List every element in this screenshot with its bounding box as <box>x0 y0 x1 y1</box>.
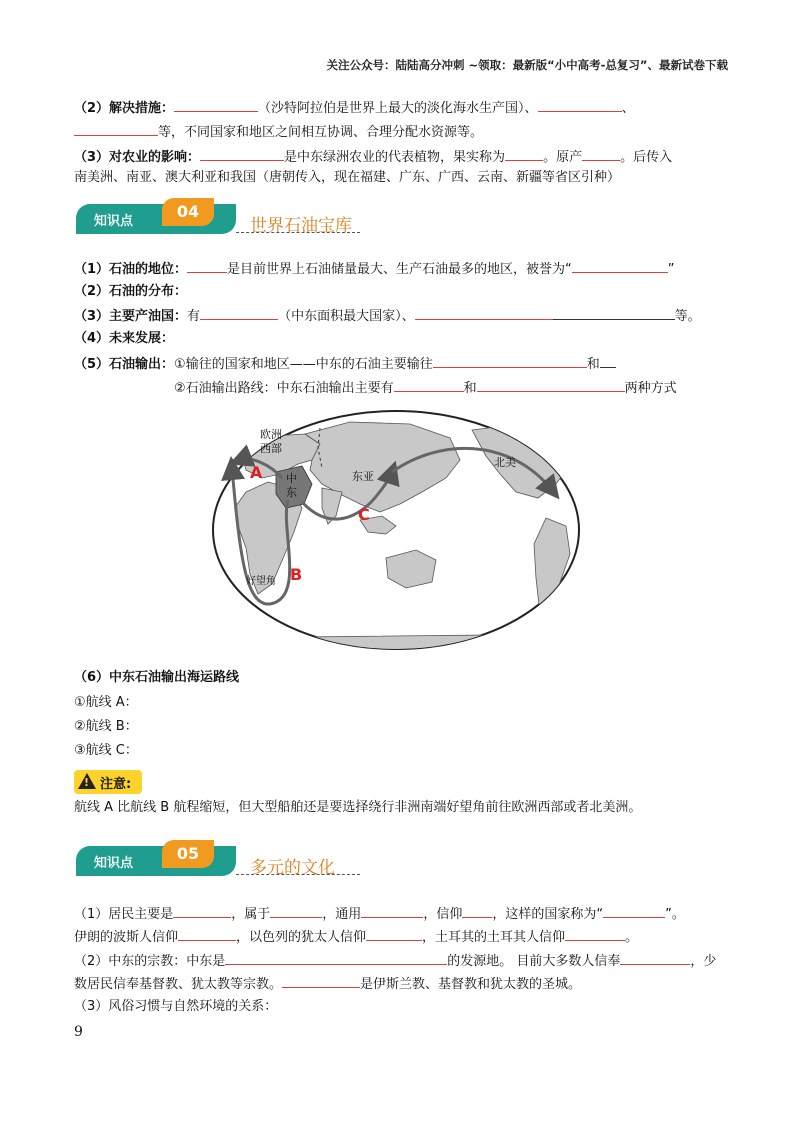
text: （1）居民主要是 <box>74 907 174 922</box>
text: ”。 <box>665 907 685 922</box>
section-title: 多元的文化 <box>250 858 335 878</box>
culture-line-5: （3）风俗习惯与自然环境的关系： <box>74 999 278 1014</box>
blank[interactable] <box>553 305 675 320</box>
kp-number: 05 <box>162 840 214 868</box>
route-c-line: ③航线 C： <box>74 743 138 758</box>
culture-line-1 <box>74 903 685 925</box>
oil-producers-line <box>74 305 701 327</box>
text: ，属于 <box>231 907 271 922</box>
route-b-line: ②航线 B： <box>74 719 138 734</box>
text: 是伊斯兰教、基督教和犹太教的圣城。 <box>360 977 582 992</box>
text: 、 <box>621 101 635 116</box>
blank[interactable] <box>538 97 622 112</box>
blank[interactable] <box>620 950 690 965</box>
oil-export-label: （5）石油输出： <box>74 357 175 372</box>
text: ①输往的国家和地区——中东的石油主要输往 <box>174 357 433 372</box>
blank[interactable] <box>366 926 422 941</box>
text: ，这样的国家称为“ <box>492 907 604 922</box>
section-title: 世界石油宝库 <box>250 216 352 236</box>
blank[interactable] <box>415 305 553 320</box>
kp-number: 04 <box>162 198 214 226</box>
text: 。后传入 <box>620 150 673 165</box>
note-text: 航线 A 比航线 B 航程缩短，但大型船舶还是要选择绕行非洲南端好望角前往欧洲西部或者北美洲。 <box>74 800 642 815</box>
agriculture-label: （3）对农业的影响： <box>74 150 201 165</box>
page-header: 关注公众号：陆陆高分冲刺 ~领取：最新版“小中高考-总复习”、最新试卷下载 <box>326 58 728 72</box>
blank[interactable] <box>361 903 423 918</box>
land-south-america <box>534 518 570 622</box>
knowledge-point-badge <box>76 204 236 234</box>
text: 有 <box>187 309 201 324</box>
measures-label: （2）解决措施： <box>74 101 175 116</box>
label-route-c: C <box>358 505 370 524</box>
measures-line-2 <box>74 121 483 143</box>
label-europe-2: 西部 <box>260 442 282 455</box>
blank[interactable] <box>270 903 322 918</box>
agriculture-line <box>74 146 672 168</box>
text: 和 <box>586 357 600 372</box>
oil-export-line <box>74 353 616 375</box>
label-cape: 好望角 <box>246 576 276 587</box>
routes-title: （6）中东石油输出海运路线 <box>74 670 240 685</box>
blank[interactable] <box>178 926 236 941</box>
culture-line-2 <box>74 926 638 948</box>
world-map-svg <box>210 408 582 652</box>
route-a-line: ①航线 A： <box>74 695 138 710</box>
text: 的发源地。 目前大多数人信奉 <box>447 954 621 969</box>
text: ，通用 <box>322 907 362 922</box>
measures-line <box>74 97 635 119</box>
culture-line-4 <box>74 973 581 995</box>
blank[interactable] <box>603 903 665 918</box>
oil-producers-label: （3）主要产油国： <box>74 309 188 324</box>
note-badge <box>74 770 142 794</box>
blank[interactable] <box>462 903 492 918</box>
label-europe-1: 欧洲 <box>260 428 282 441</box>
blank[interactable] <box>433 353 587 368</box>
label-route-a: A <box>250 463 263 482</box>
blank[interactable] <box>505 146 543 161</box>
text: 数居民信奉基督教、犹太教等宗教。 <box>74 977 283 992</box>
oil-status-line <box>74 258 675 280</box>
blank[interactable] <box>174 97 258 112</box>
text: 。 <box>625 930 639 945</box>
blank[interactable] <box>225 950 447 965</box>
blank[interactable] <box>394 377 464 392</box>
knowledge-point-badge <box>76 846 236 876</box>
kp-label: 知识点 <box>94 214 134 229</box>
oil-export-route-line <box>174 377 677 399</box>
page-number: 9 <box>74 1024 83 1040</box>
label-north-america: 北美 <box>494 456 516 469</box>
text: 是目前世界上石油储量最大、生产石油最多的地区，被誉为“ <box>227 262 572 277</box>
text: 是中东绿洲农业的代表植物，果实称为 <box>284 150 506 165</box>
note-label: 注意: <box>100 777 132 792</box>
blank[interactable] <box>74 121 158 136</box>
label-mideast-1: 中 <box>286 472 297 485</box>
text: （2）中东的宗教：中东是 <box>74 954 226 969</box>
text: 伊朗的波斯人信仰 <box>74 930 179 945</box>
blank[interactable] <box>200 305 278 320</box>
text: ，信仰 <box>423 907 463 922</box>
title-underline <box>236 232 360 233</box>
blank[interactable] <box>173 903 231 918</box>
warning-mark: ! <box>84 776 90 789</box>
blank[interactable] <box>200 146 284 161</box>
blank[interactable] <box>282 973 360 988</box>
blank[interactable] <box>477 377 625 392</box>
oil-distribution-line: （2）石油的分布： <box>74 284 188 299</box>
agriculture-line-2: 南美洲、南亚、澳大利亚和我国（唐朝传入，现在福建、广东、广西、云南、新疆等省区引种） <box>74 170 621 185</box>
label-route-b: B <box>290 565 303 584</box>
text: （中东面积最大国家）、 <box>278 309 415 324</box>
text: ，少 <box>690 954 717 969</box>
text: ②石油输出路线：中东石油输出主要有 <box>174 381 394 396</box>
oil-future-line: （4）未来发展： <box>74 331 175 346</box>
text: 和 <box>463 381 477 396</box>
text: ，土耳其的土耳其人信仰 <box>422 930 566 945</box>
blank[interactable] <box>582 146 620 161</box>
text: 等，不同国家和地区之间相互协调、合理分配水资源等。 <box>158 125 484 140</box>
blank[interactable] <box>572 258 668 273</box>
text: （沙特阿拉伯是世界上最大的淡化海水生产国）、 <box>258 101 538 116</box>
text: ” <box>667 262 675 277</box>
blank[interactable] <box>565 926 625 941</box>
text: 。原产 <box>543 150 583 165</box>
oil-status-label: （1）石油的地位： <box>74 262 188 277</box>
label-east-asia: 东亚 <box>352 470 374 483</box>
text: ，以色列的犹太人信仰 <box>236 930 367 945</box>
blank[interactable] <box>187 258 227 273</box>
oil-export-map <box>210 408 582 652</box>
text: 两种方式 <box>624 381 677 396</box>
title-underline <box>236 874 360 875</box>
blank[interactable] <box>600 353 616 368</box>
kp-label: 知识点 <box>94 856 134 871</box>
culture-line-3 <box>74 950 716 972</box>
text: 等。 <box>674 309 701 324</box>
label-mideast-2: 东 <box>286 486 297 499</box>
